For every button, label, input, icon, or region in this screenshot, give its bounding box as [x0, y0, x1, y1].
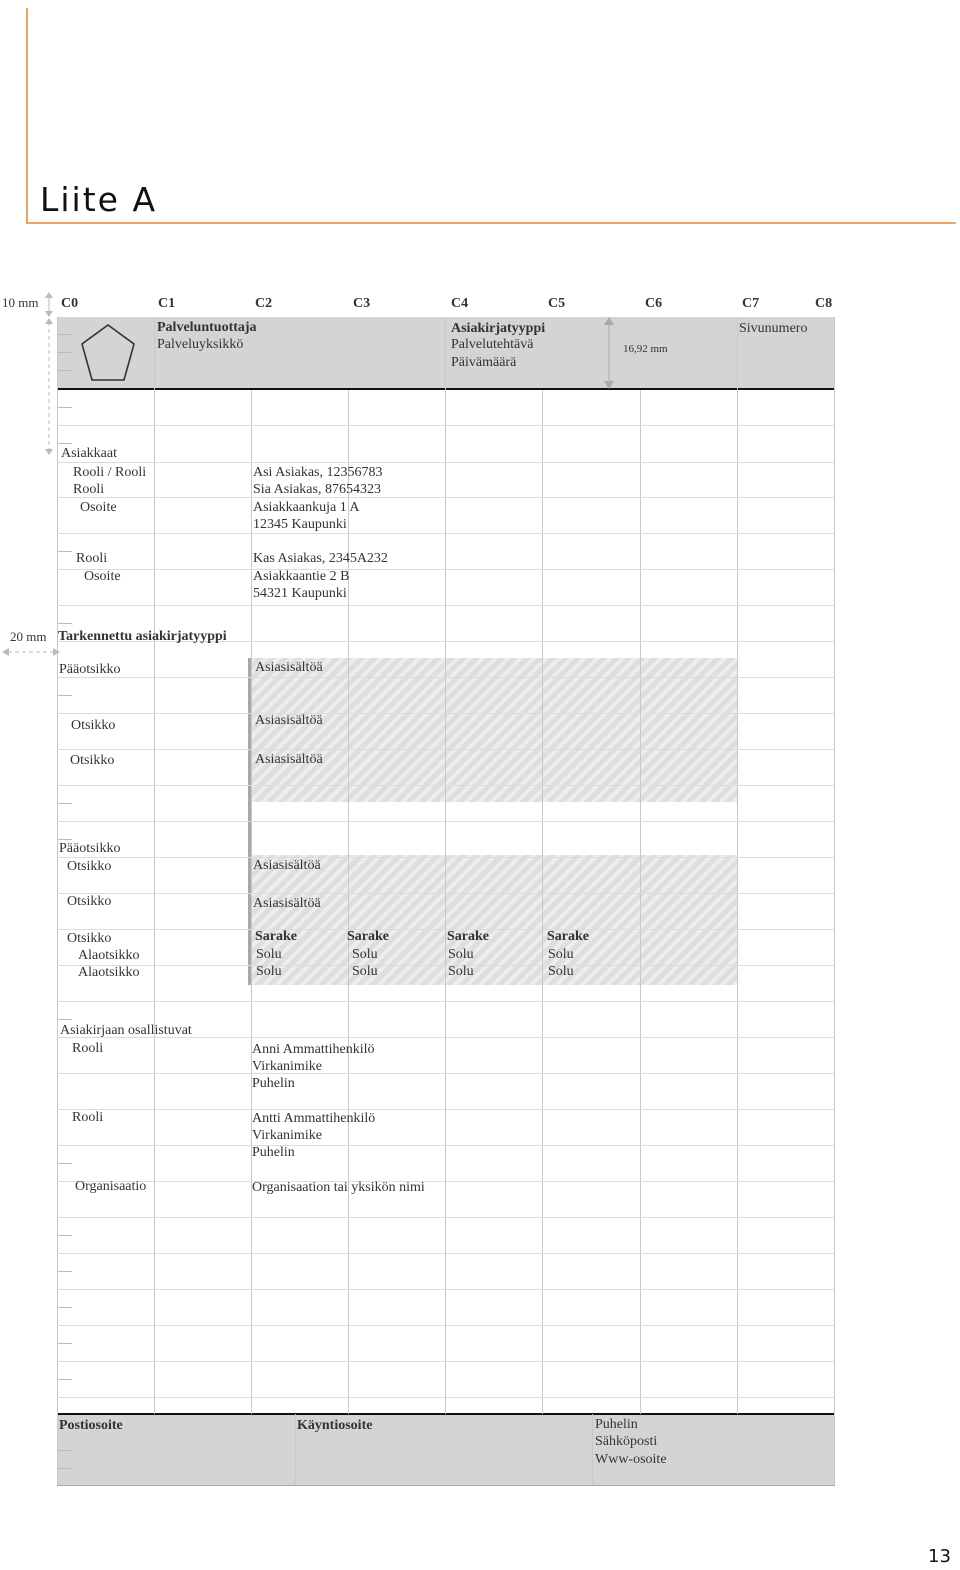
column-label: C4 — [451, 296, 469, 311]
footer-visiting-address: Käyntiosoite — [297, 1418, 373, 1433]
left-margin-label: 20 mm — [10, 629, 47, 644]
logo-pentagon-icon — [78, 322, 138, 384]
grid-row-line — [57, 785, 835, 786]
grid-row-line — [57, 462, 835, 463]
section1-content: Asiasisältöä — [255, 660, 323, 675]
section2-subheading: Alaotsikko — [78, 948, 140, 963]
section2-main-heading: Pääotsikko — [59, 841, 121, 856]
row-tick — [58, 839, 72, 840]
organisation-label: Organisaatio — [75, 1179, 147, 1194]
column-label: C0 — [61, 296, 79, 311]
footer-col-line — [295, 1414, 296, 1486]
table-cell: Solu — [352, 964, 378, 979]
top-margin-label: 10 mm — [2, 295, 39, 310]
grid-col-line — [640, 390, 641, 1414]
section2-heading: Otsikko — [67, 859, 112, 874]
column-label: C7 — [742, 296, 760, 311]
grid-row-line — [57, 857, 835, 858]
row-tick — [58, 334, 72, 335]
footer-phone: Puhelin — [595, 1417, 638, 1432]
client-row-value: 12345 Kaupunki — [253, 517, 347, 532]
column-label: C8 — [815, 296, 833, 311]
column-label: C2 — [255, 296, 273, 311]
row-tick — [58, 370, 72, 371]
grid-row-line — [57, 677, 835, 678]
top-margin-arrow — [42, 292, 56, 462]
client-row-value: Asiakkaankuja 1 A — [253, 500, 360, 515]
participant-name: Anni Ammattihenkilö — [252, 1042, 375, 1057]
client-row-value: Asiakkaantie 2 B — [253, 569, 350, 584]
header-date: Päivämäärä — [451, 355, 517, 370]
clients-heading: Asiakkaat — [61, 446, 117, 461]
header-task: Palvelutehtävä — [451, 337, 534, 352]
refined-doc-type: Tarkennettu asiakirjatyyppi — [58, 629, 227, 644]
left-margin-arrow — [2, 645, 60, 659]
grid-row-line — [57, 1073, 835, 1074]
row-tick — [58, 1379, 72, 1380]
table-cell: Solu — [352, 947, 378, 962]
client-row-value: 54321 Kaupunki — [253, 586, 347, 601]
header-band-bottom-border — [57, 388, 835, 390]
footer-www: Www-osoite — [595, 1452, 667, 1467]
header-left-rule — [26, 8, 28, 224]
section1-content: Asiasisältöä — [255, 752, 323, 767]
grid-col-line — [251, 390, 252, 1414]
participant-title: Virkanimike — [252, 1059, 322, 1074]
table-header-cell: Sarake — [447, 929, 489, 944]
grid-col-line — [834, 317, 835, 1486]
participant-role-label: Rooli — [72, 1041, 104, 1056]
grid-col-line — [445, 317, 446, 1414]
grid-row-line — [57, 1253, 835, 1254]
grid-col-line — [154, 317, 155, 1414]
row-tick — [58, 1450, 72, 1451]
grid-row-line — [57, 1109, 835, 1110]
row-tick — [58, 1468, 72, 1469]
content-area-1 — [251, 658, 737, 802]
grid-row-line — [57, 1217, 835, 1218]
row-tick — [58, 623, 72, 624]
page-title: Liite A — [40, 180, 158, 219]
grid-row-line — [57, 1001, 835, 1002]
column-label: C5 — [548, 296, 566, 311]
footer-postal-address: Postiosoite — [59, 1418, 123, 1433]
grid-row-line — [57, 1145, 835, 1146]
section2-content: Asiasisältöä — [253, 896, 321, 911]
client-row-label: Rooli — [73, 482, 105, 497]
client-row-value: Sia Asiakas, 87654323 — [253, 482, 381, 497]
grid-row-line — [57, 749, 835, 750]
section2-heading: Otsikko — [67, 931, 112, 946]
footer-band — [57, 1414, 835, 1486]
table-cell: Solu — [548, 964, 574, 979]
grid-row-line — [57, 965, 835, 966]
row-tick — [58, 443, 72, 444]
grid-row-line — [57, 821, 835, 822]
section1-heading: Otsikko — [70, 753, 115, 768]
header-bottom-rule — [26, 222, 956, 224]
table-cell: Solu — [256, 947, 282, 962]
column-label: C1 — [158, 296, 176, 311]
section2-content: Asiasisältöä — [253, 858, 321, 873]
table-cell: Solu — [548, 947, 574, 962]
header-unit: Palveluyksikkö — [157, 337, 244, 352]
grid-row-line — [57, 713, 835, 714]
row-tick — [58, 1307, 72, 1308]
row-tick — [58, 551, 72, 552]
participant-role-label: Rooli — [72, 1110, 104, 1125]
grid-row-line — [57, 1325, 835, 1326]
participant-phone: Puhelin — [252, 1145, 295, 1160]
grid-row-line — [57, 893, 835, 894]
section1-main-heading: Pääotsikko — [59, 662, 121, 677]
grid-row-line — [57, 533, 835, 534]
footer-email: Sähköposti — [595, 1434, 658, 1449]
table-cell: Solu — [448, 964, 474, 979]
grid-row-line — [57, 1485, 835, 1486]
section1-content: Asiasisältöä — [255, 713, 323, 728]
table-header-cell: Sarake — [255, 929, 297, 944]
row-tick — [58, 1343, 72, 1344]
row-tick — [58, 1163, 72, 1164]
row-tick — [58, 407, 72, 408]
header-height-arrow — [602, 317, 616, 389]
section2-heading: Otsikko — [67, 894, 112, 909]
grid-row-line — [57, 1181, 835, 1182]
participants-heading: Asiakirjaan osallistuvat — [60, 1023, 192, 1038]
page-number: 13 — [928, 1546, 951, 1567]
client-row-label: Osoite — [80, 500, 117, 515]
row-tick — [58, 352, 72, 353]
footer-col-line — [592, 1414, 593, 1486]
table-cell: Solu — [256, 964, 282, 979]
header-height-label: 16,92 mm — [623, 343, 668, 355]
grid-col-line — [57, 317, 58, 1486]
grid-row-line — [57, 1397, 835, 1398]
row-tick — [58, 1271, 72, 1272]
grid-row-line — [57, 605, 835, 606]
column-label: C6 — [645, 296, 663, 311]
row-tick — [58, 695, 72, 696]
row-tick — [58, 803, 72, 804]
grid-row-line — [57, 569, 835, 570]
grid-col-line — [737, 317, 738, 1414]
grid-row-line — [57, 425, 835, 426]
header-page-number-label: Sivunumero — [739, 321, 808, 336]
grid-row-line — [57, 497, 835, 498]
table-header-cell: Sarake — [347, 929, 389, 944]
participant-phone: Puhelin — [252, 1076, 295, 1091]
grid-col-line — [542, 390, 543, 1414]
grid-row-line — [57, 1289, 835, 1290]
section2-subheading: Alaotsikko — [78, 965, 140, 980]
participant-name: Antti Ammattihenkilö — [252, 1111, 376, 1126]
row-tick — [58, 1235, 72, 1236]
header-doc-type: Asiakirjatyyppi — [451, 321, 546, 336]
client-row-value: Kas Asiakas, 2345A232 — [253, 551, 388, 566]
table-header-cell: Sarake — [547, 929, 589, 944]
participant-title: Virkanimike — [252, 1128, 322, 1143]
table-cell: Solu — [448, 947, 474, 962]
client-row-label: Rooli / Rooli — [73, 465, 147, 480]
organisation-value: Organisaation tai yksikön nimi — [252, 1180, 425, 1195]
grid-row-line — [57, 1361, 835, 1362]
row-tick — [58, 1019, 72, 1020]
section1-heading: Otsikko — [71, 718, 116, 733]
client-row-label: Rooli — [76, 551, 108, 566]
header-provider: Palveluntuottaja — [157, 320, 257, 335]
grid-row-line — [57, 929, 835, 930]
client-row-value: Asi Asiakas, 12356783 — [253, 465, 383, 480]
footer-band-top-border — [57, 1413, 835, 1415]
column-label: C3 — [353, 296, 371, 311]
grid-col-line — [348, 390, 349, 1414]
client-row-label: Osoite — [84, 569, 121, 584]
